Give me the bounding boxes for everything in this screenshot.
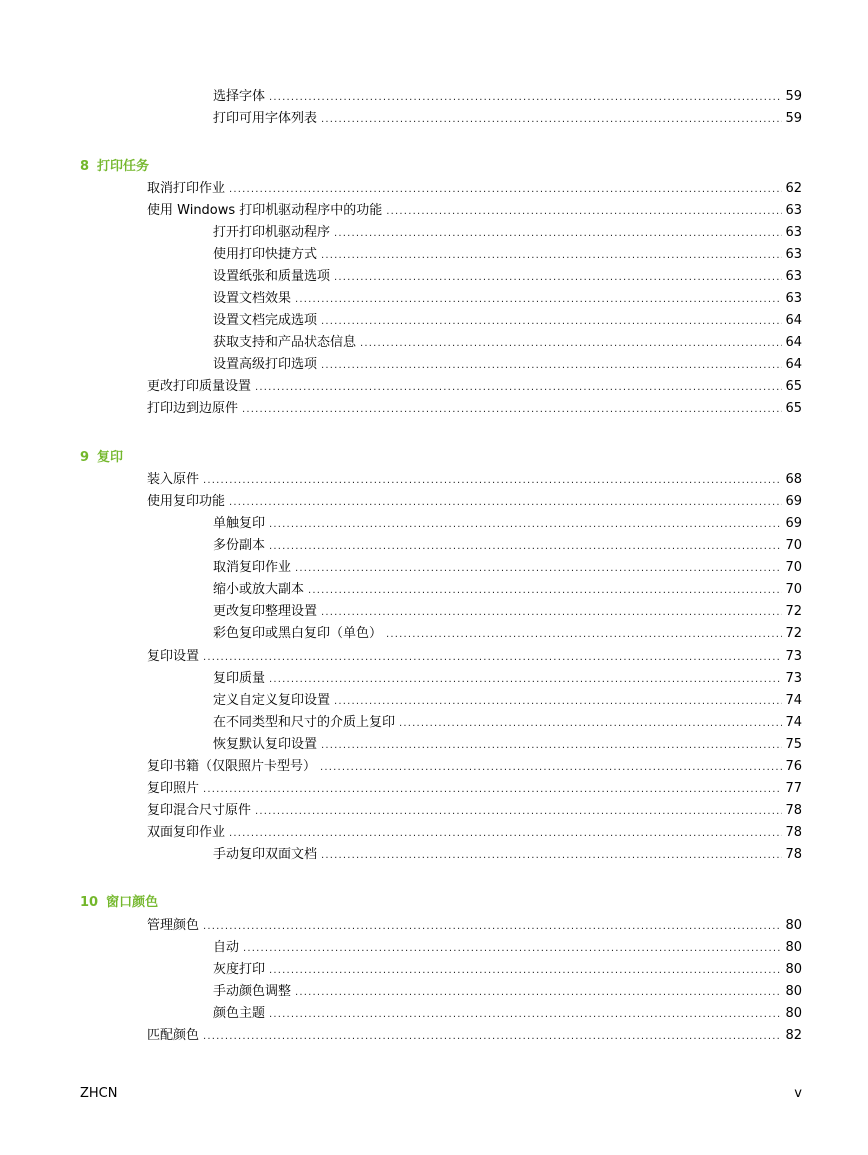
entry-label: 手动复印双面文档	[213, 847, 318, 862]
toc-entry[interactable]	[213, 602, 802, 622]
footer-page-number: v	[794, 1086, 802, 1101]
dot-leader	[243, 939, 782, 959]
dot-leader	[269, 88, 782, 108]
dot-leader	[269, 515, 782, 535]
entry-page: 64	[785, 313, 802, 328]
entry-label: 装入原件	[147, 472, 200, 487]
entry-label: 单触复印	[213, 516, 266, 531]
toc-entry[interactable]	[213, 355, 802, 375]
entry-label: 更改复印整理设置	[213, 604, 318, 619]
entry-page: 70	[785, 560, 802, 575]
toc-entry[interactable]	[147, 399, 802, 419]
toc-entry[interactable]	[213, 245, 802, 265]
dot-leader	[321, 246, 782, 266]
toc-entry[interactable]	[213, 669, 802, 689]
chapter-heading[interactable]	[80, 448, 123, 468]
chapter-number: 9	[80, 450, 90, 465]
toc-entry[interactable]	[213, 713, 802, 733]
toc-entry[interactable]	[213, 938, 802, 958]
entry-label: 获取支持和产品状态信息	[213, 335, 357, 350]
entry-page: 78	[785, 825, 802, 840]
dot-leader	[203, 917, 782, 937]
entry-label: 使用复印功能	[147, 494, 226, 509]
entry-label: 复印质量	[213, 671, 266, 686]
entry-page: 62	[785, 181, 802, 196]
entry-page: 77	[785, 781, 802, 796]
dot-leader	[269, 537, 782, 557]
toc-entry[interactable]	[213, 333, 802, 353]
entry-label: 匹配颜色	[147, 1028, 200, 1043]
toc-entry[interactable]	[147, 779, 802, 799]
dot-leader	[321, 110, 782, 130]
chapter-title: 复印	[97, 450, 124, 465]
entry-label: 使用打印快捷方式	[213, 247, 318, 262]
entry-page: 82	[785, 1028, 802, 1043]
toc-entry[interactable]	[147, 647, 802, 667]
entry-page: 63	[785, 269, 802, 284]
toc-entry[interactable]	[213, 87, 802, 107]
entry-page: 80	[785, 918, 802, 933]
toc-entry[interactable]	[213, 982, 802, 1002]
entry-page: 59	[785, 111, 802, 126]
entry-label: 在不同类型和尺寸的介质上复印	[213, 715, 396, 730]
dot-leader	[308, 581, 782, 601]
entry-label: 设置文档效果	[213, 291, 292, 306]
entry-page: 68	[785, 472, 802, 487]
entry-page: 69	[785, 516, 802, 531]
chapter-title: 打印任务	[97, 159, 150, 174]
entry-page: 63	[785, 225, 802, 240]
entry-label: 使用 Windows 打印机驱动程序中的功能	[147, 203, 383, 218]
chapter-title: 窗口颜色	[106, 895, 159, 910]
entry-page: 74	[785, 693, 802, 708]
entry-page: 63	[785, 203, 802, 218]
toc-entry[interactable]	[147, 916, 802, 936]
dot-leader	[269, 1005, 782, 1025]
entry-label: 设置文档完成选项	[213, 313, 318, 328]
entry-page: 73	[785, 649, 802, 664]
dot-leader	[203, 471, 782, 491]
entry-page: 80	[785, 962, 802, 977]
dot-leader	[269, 961, 782, 981]
toc-entry[interactable]	[147, 1026, 802, 1046]
entry-page: 75	[785, 737, 802, 752]
dot-leader	[203, 648, 782, 668]
entry-label: 双面复印作业	[147, 825, 226, 840]
entry-page: 72	[785, 604, 802, 619]
footer-locale: ZHCN	[80, 1086, 118, 1101]
toc-entry[interactable]	[213, 624, 802, 644]
entry-label: 彩色复印或黑白复印（单色）	[213, 626, 383, 641]
toc-entry[interactable]	[147, 201, 802, 221]
entry-label: 定义自定义复印设置	[213, 693, 331, 708]
entry-label: 自动	[213, 940, 240, 955]
entry-page: 80	[785, 940, 802, 955]
toc-entry[interactable]	[147, 801, 802, 821]
toc-entry[interactable]	[147, 470, 802, 490]
toc-entry[interactable]	[213, 109, 802, 129]
chapter-heading[interactable]	[80, 157, 149, 177]
dot-leader	[229, 824, 782, 844]
dot-leader	[321, 312, 782, 332]
entry-page: 63	[785, 247, 802, 262]
entry-page: 59	[785, 89, 802, 104]
dot-leader	[360, 334, 782, 354]
dot-leader	[255, 378, 782, 398]
toc-entry[interactable]	[147, 377, 802, 397]
entry-page: 80	[785, 1006, 802, 1021]
dot-leader	[320, 758, 782, 778]
toc-entry[interactable]	[213, 289, 802, 309]
entry-label: 打印可用字体列表	[213, 111, 318, 126]
entry-page: 64	[785, 357, 802, 372]
entry-label: 更改打印质量设置	[147, 379, 252, 394]
toc-entry[interactable]	[147, 757, 802, 777]
dot-leader	[295, 290, 782, 310]
dot-leader	[399, 714, 782, 734]
entry-page: 78	[785, 803, 802, 818]
dot-leader	[255, 802, 782, 822]
dot-leader	[386, 202, 782, 222]
chapter-number: 8	[80, 159, 90, 174]
entry-page: 70	[785, 538, 802, 553]
toc-entry[interactable]	[213, 1004, 802, 1024]
entry-page: 69	[785, 494, 802, 509]
dot-leader	[229, 493, 782, 513]
entry-page: 78	[785, 847, 802, 862]
dot-leader	[321, 603, 782, 623]
toc-entry[interactable]	[147, 179, 802, 199]
entry-label: 选择字体	[213, 89, 266, 104]
entry-label: 复印混合尺寸原件	[147, 803, 252, 818]
toc-entry[interactable]	[213, 223, 802, 243]
dot-leader	[242, 400, 782, 420]
entry-label: 设置高级打印选项	[213, 357, 318, 372]
entry-label: 取消打印作业	[147, 181, 226, 196]
entry-page: 63	[785, 291, 802, 306]
entry-page: 80	[785, 984, 802, 999]
toc-entry[interactable]	[213, 735, 802, 755]
dot-leader	[321, 736, 782, 756]
entry-page: 70	[785, 582, 802, 597]
dot-leader	[295, 559, 782, 579]
dot-leader	[334, 268, 782, 288]
entry-label: 复印书籍（仅限照片卡型号）	[147, 759, 317, 774]
dot-leader	[203, 780, 782, 800]
entry-label: 复印照片	[147, 781, 200, 796]
entry-label: 多份副本	[213, 538, 266, 553]
toc-entry[interactable]	[213, 514, 802, 534]
entry-label: 恢复默认复印设置	[213, 737, 318, 752]
dot-leader	[334, 692, 782, 712]
entry-label: 打印边到边原件	[147, 401, 239, 416]
entry-page: 72	[785, 626, 802, 641]
dot-leader	[229, 180, 782, 200]
entry-page: 64	[785, 335, 802, 350]
dot-leader	[203, 1027, 782, 1047]
dot-leader	[269, 670, 782, 690]
entry-page: 65	[785, 379, 802, 394]
entry-label: 缩小或放大副本	[213, 582, 305, 597]
entry-page: 74	[785, 715, 802, 730]
toc-entry[interactable]	[213, 536, 802, 556]
entry-page: 73	[785, 671, 802, 686]
entry-label: 管理颜色	[147, 918, 200, 933]
toc-entry[interactable]	[147, 492, 802, 512]
entry-label: 颜色主题	[213, 1006, 266, 1021]
dot-leader	[321, 356, 782, 376]
entry-label: 设置纸张和质量选项	[213, 269, 331, 284]
toc-entry[interactable]	[147, 823, 802, 843]
toc-entry[interactable]	[213, 267, 802, 287]
entry-label: 手动颜色调整	[213, 984, 292, 999]
dot-leader	[321, 846, 782, 866]
entry-label: 取消复印作业	[213, 560, 292, 575]
dot-leader	[334, 224, 782, 244]
dot-leader	[386, 625, 782, 645]
entry-label: 打开打印机驱动程序	[213, 225, 331, 240]
toc-entry[interactable]	[213, 558, 802, 578]
toc-entry[interactable]	[213, 311, 802, 331]
entry-label: 复印设置	[147, 649, 200, 664]
chapter-heading[interactable]	[80, 893, 158, 913]
dot-leader	[295, 983, 782, 1003]
toc-entry[interactable]	[213, 845, 802, 865]
chapter-number: 10	[80, 895, 99, 910]
toc-entry[interactable]	[213, 580, 802, 600]
entry-label: 灰度打印	[213, 962, 266, 977]
toc-entry[interactable]	[213, 691, 802, 711]
toc-entry[interactable]	[213, 960, 802, 980]
entry-page: 65	[785, 401, 802, 416]
entry-page: 76	[785, 759, 802, 774]
